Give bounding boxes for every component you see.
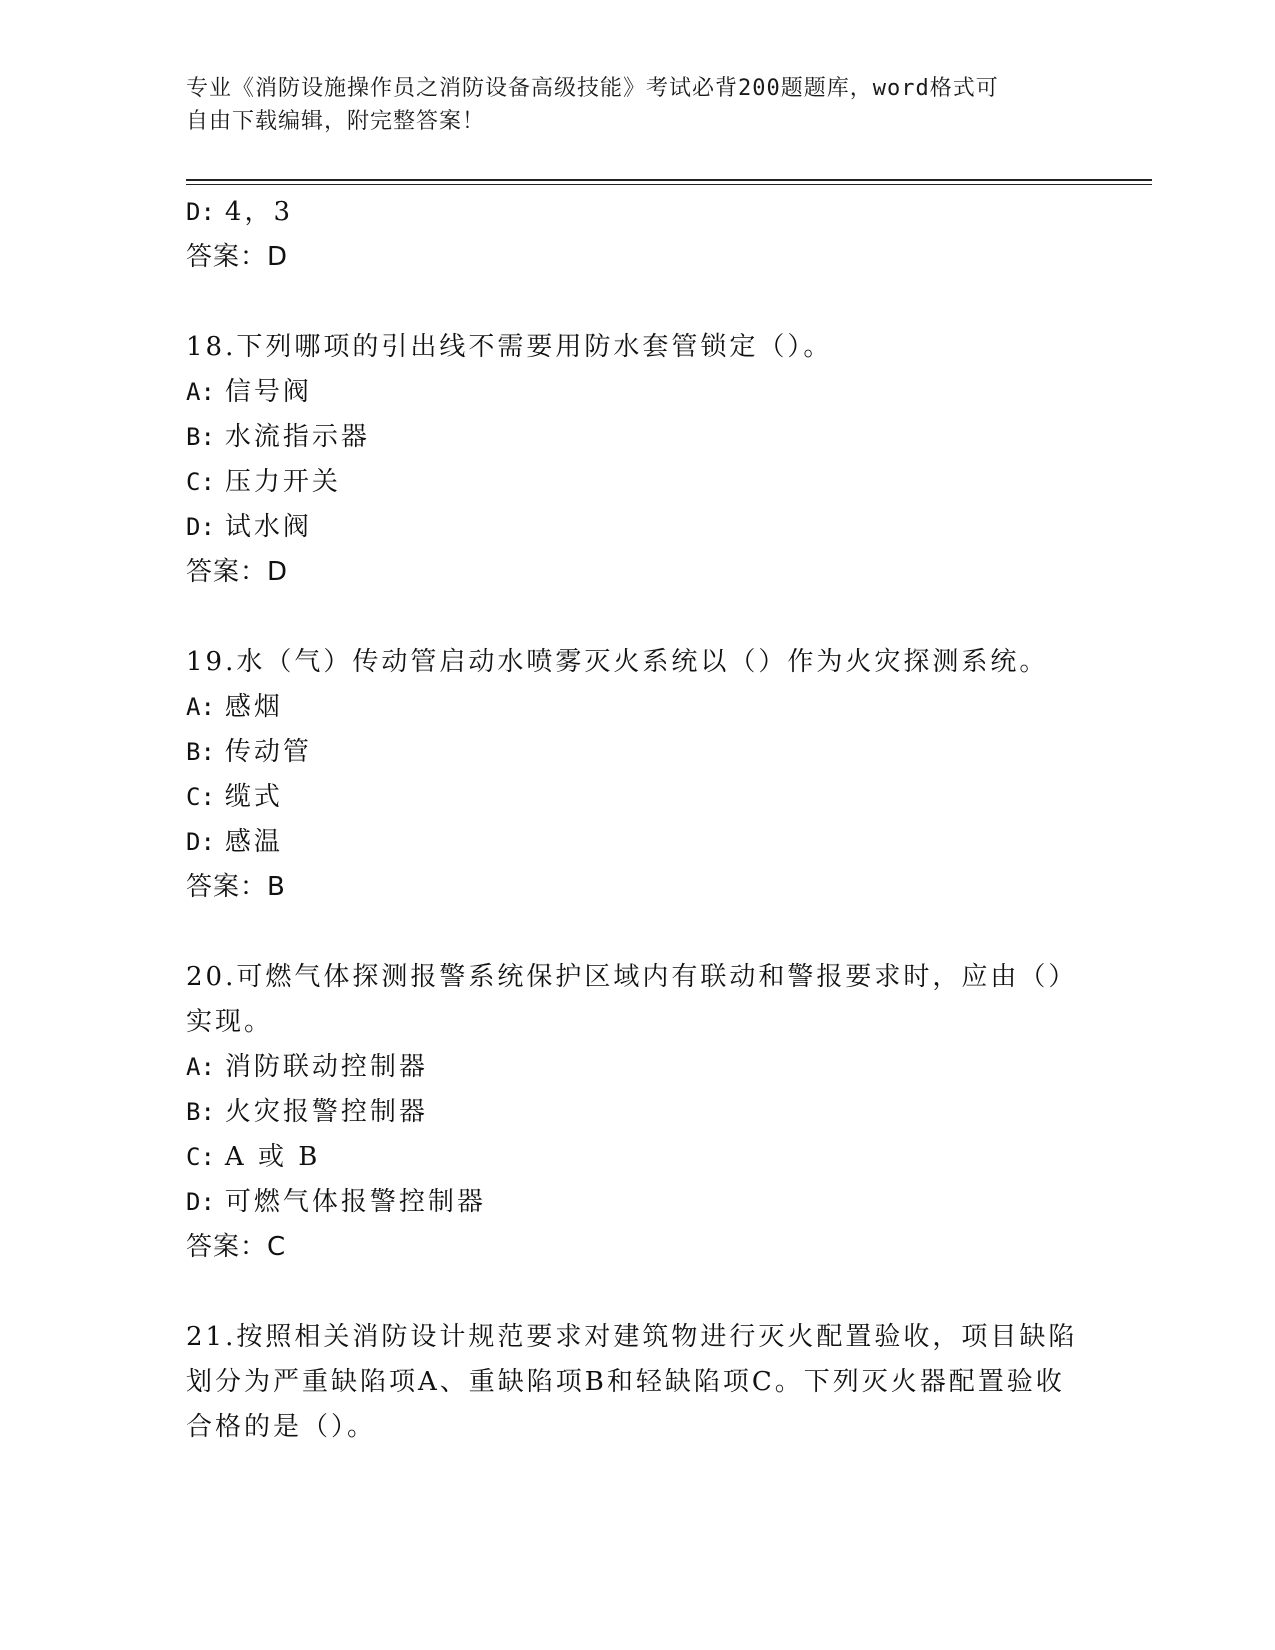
option-key: A:: [186, 1053, 215, 1081]
header-divider-thin: [186, 184, 1152, 185]
option-key: D:: [186, 1188, 215, 1216]
option-key: C:: [186, 1143, 215, 1171]
question-stem: 18.下列哪项的引出线不需要用防水套管锁定（）。: [186, 332, 833, 362]
header-divider-thick: [186, 179, 1152, 181]
option-d: [186, 190, 1086, 235]
question-stem: 19.水（气）传动管启动水喷雾灭火系统以（）作为火灾探测系统。: [186, 647, 1049, 677]
option-b: [186, 1090, 1086, 1135]
question-stem-line-2: 划分为严重缺陷项A、重缺陷项B和轻缺陷项C。下列灭火器配置验收: [186, 1367, 1065, 1397]
option-d: [186, 505, 1086, 550]
option-text: 水流指示器: [224, 422, 370, 452]
option-text: 缆式: [224, 782, 283, 812]
option-d: [186, 820, 1086, 865]
document-header: [186, 72, 1066, 138]
option-key: B:: [186, 738, 215, 766]
question-21: [186, 1315, 1086, 1450]
answer-line: 答案：B: [186, 872, 286, 902]
option-b: [186, 415, 1086, 460]
option-c: [186, 775, 1086, 820]
option-text: 可燃气体报警控制器: [224, 1187, 486, 1217]
option-text: 传动管: [224, 737, 312, 767]
option-key: D:: [186, 198, 215, 226]
option-text: 消防联动控制器: [224, 1052, 428, 1082]
option-key: B:: [186, 423, 215, 451]
option-key: A:: [186, 378, 215, 406]
option-text: A 或 B: [224, 1142, 321, 1172]
option-text: 火灾报警控制器: [224, 1097, 428, 1127]
question-stem-line-3: 合格的是（）。: [186, 1412, 377, 1442]
question-stem-line-1: 20.可燃气体探测报警系统保护区域内有联动和警报要求时，应由（）: [186, 962, 1078, 992]
option-text: 信号阀: [224, 377, 312, 407]
option-key: C:: [186, 468, 215, 496]
option-text: 试水阀: [224, 512, 312, 542]
answer-line: 答案：D: [186, 557, 289, 587]
option-b: [186, 730, 1086, 775]
answer-line: 答案：C: [186, 1232, 287, 1262]
option-a: [186, 1045, 1086, 1090]
answer-line: 答案：D: [186, 242, 289, 272]
question-20: [186, 955, 1086, 1270]
option-text: 感烟: [224, 692, 283, 722]
option-a: [186, 370, 1086, 415]
option-key: C:: [186, 783, 215, 811]
option-key: B:: [186, 1098, 215, 1126]
option-text: 压力开关: [224, 467, 341, 497]
question-18: [186, 325, 1086, 595]
question-stem-line-2: 实现。: [186, 1007, 274, 1037]
option-key: D:: [186, 828, 215, 856]
option-c: [186, 1135, 1086, 1180]
option-a: [186, 685, 1086, 730]
option-c: [186, 460, 1086, 505]
option-d: [186, 1180, 1086, 1225]
question-stem-line-1: 21.按照相关消防设计规范要求对建筑物进行灭火配置验收，项目缺陷: [186, 1322, 1078, 1352]
option-key: D:: [186, 513, 215, 541]
option-key: A:: [186, 693, 215, 721]
option-text: 感温: [224, 827, 283, 857]
header-line-1: 专业《消防设施操作员之消防设备高级技能》考试必背200题题库，word格式可: [186, 76, 999, 101]
header-line-2: 自由下载编辑，附完整答案！: [186, 109, 486, 134]
question-19: [186, 640, 1086, 910]
document-body: [186, 190, 1086, 1450]
option-text: 4，3: [224, 197, 293, 227]
